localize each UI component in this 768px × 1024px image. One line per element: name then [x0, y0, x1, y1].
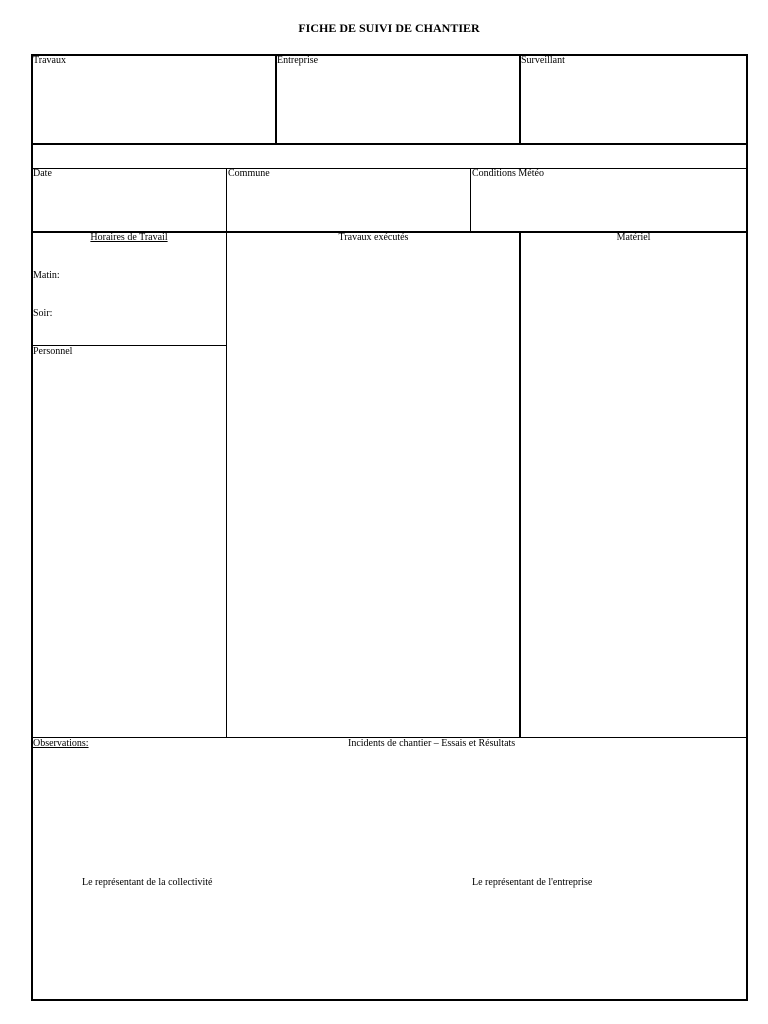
travaux-executes-field[interactable]: Travaux exécutés [338, 232, 409, 243]
personnel-field[interactable]: Personnel [33, 346, 73, 357]
outer-bottom-border [31, 999, 748, 1001]
date-field[interactable]: Date [33, 168, 52, 179]
row-separator-1 [31, 143, 748, 145]
observations-field[interactable]: Observations: [33, 738, 89, 749]
travaux-field[interactable]: Travaux [33, 55, 66, 66]
signature-collectivite[interactable]: Le représentant de la collectivité [82, 877, 213, 888]
soir-field[interactable]: Soir: [33, 308, 53, 319]
header-divider-2 [519, 54, 521, 144]
outer-right-border [746, 54, 748, 1001]
surveillant-field[interactable]: Surveillant [521, 55, 565, 66]
info-divider-2 [470, 168, 471, 232]
horaires-title: Horaires de Travail [90, 232, 168, 243]
signature-entreprise[interactable]: Le représentant de l'entreprise [472, 877, 593, 888]
info-divider-1 [226, 168, 227, 232]
header-divider-1 [275, 54, 277, 144]
main-divider-1 [226, 231, 227, 738]
materiel-field[interactable]: Matériel [616, 232, 651, 243]
outer-top-border [31, 54, 748, 56]
commune-field[interactable]: Commune [228, 168, 270, 179]
page-title: FICHE DE SUIVI DE CHANTIER [298, 21, 480, 35]
row-separator-2 [31, 168, 748, 169]
conditions-meteo-field[interactable]: Conditions Météo [472, 168, 544, 179]
matin-field[interactable]: Matin: [33, 270, 60, 281]
outer-left-border [31, 54, 33, 1001]
entreprise-field[interactable]: Entreprise [277, 55, 319, 66]
main-divider-2 [519, 231, 521, 738]
incidents-field[interactable]: Incidents de chantier – Essais et Résultats [348, 738, 516, 749]
